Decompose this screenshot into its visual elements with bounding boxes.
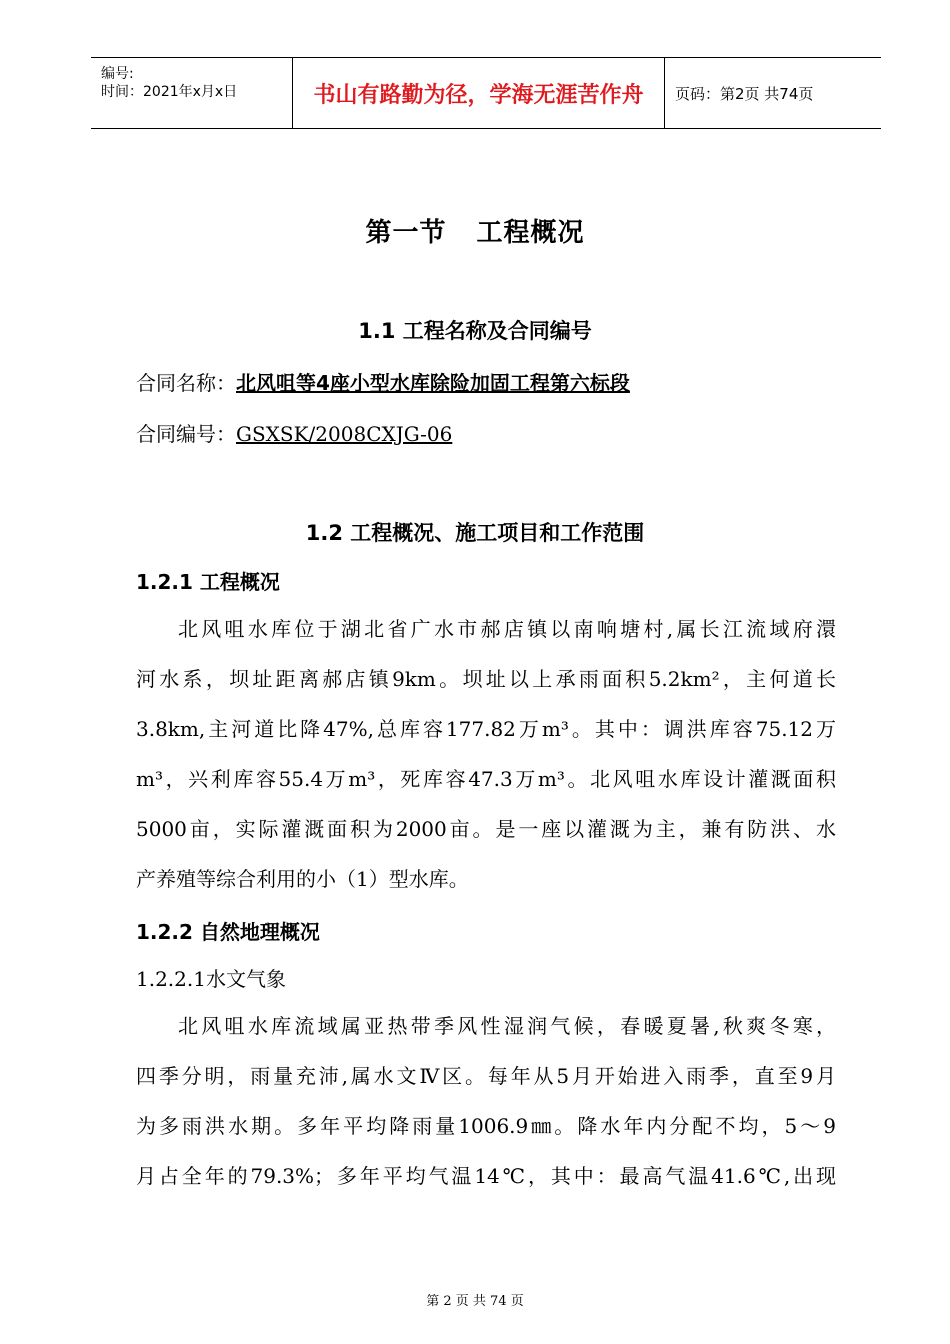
header-page-cell xyxy=(665,58,881,128)
paragraph-line: 5000亩，实际灌溉面积为2000亩。是一座以灌溉为主，兼有防洪、水 xyxy=(136,817,836,841)
paragraph-line: 月占全年的79.3%；多年平均气温14℃，其中：最高气温41.6℃,出现 xyxy=(136,1164,836,1188)
contract-no-label: 合同编号： xyxy=(136,422,236,446)
paragraph-line: 河水系，坝址距离郝店镇9km。坝址以上承雨面积5.2km²，主何道长 xyxy=(136,667,836,691)
paragraph-line: m³，兴利库容55.4万m³，死库容47.3万m³。北风咀水库设计灌溉面积 xyxy=(136,767,836,791)
paragraph-overview xyxy=(136,604,836,904)
motto-text: 书山有路勤为径，学海无涯苦作舟 xyxy=(313,82,644,108)
section-title-number: 第一节 xyxy=(365,218,447,248)
paragraph-line: 3.8km,主河道比降47%,总库容177.82万m³。其中：调洪库容75.12万 xyxy=(136,717,836,741)
page-label: 页码：第2页 共74页 xyxy=(675,84,814,103)
contract-no-line xyxy=(136,418,452,447)
section-title-text: 工程概况 xyxy=(476,218,585,248)
paragraph-line: 为多雨洪水期。多年平均降雨量1006.9㎜。降水年内分配不均，5～9 xyxy=(136,1114,836,1138)
header-motto-cell xyxy=(293,58,665,128)
number-label: 编号: xyxy=(101,66,134,82)
contract-no-value: GSXSK/2008CXJG-06 xyxy=(236,422,453,446)
header-meta-cell xyxy=(91,58,293,128)
paragraph-hydrology xyxy=(136,1001,836,1201)
heading-1-2: 1.2 工程概况、施工项目和工作范围 xyxy=(305,521,645,545)
contract-name-value: 北风咀等4座小型水库除险加固工程第六标段 xyxy=(236,371,630,395)
time-label: 时间：2021年x月x日 xyxy=(101,84,238,100)
page-footer: 第 2 页 共 74 页 xyxy=(426,1294,524,1309)
paragraph-line: 四季分明，雨量充沛,属水文Ⅳ区。每年从5月开始进入雨季，直至9月 xyxy=(136,1064,836,1088)
section-title xyxy=(0,212,950,249)
heading-1-2-1: 1.2.1 工程概况 xyxy=(136,570,280,594)
paragraph-line: 北风咀水库流域属亚热带季风性湿润气候，春暖夏暑,秋爽冬寒， xyxy=(178,1014,836,1038)
heading-1-2-2: 1.2.2 自然地理概况 xyxy=(136,920,320,944)
heading-1-1: 1.1 工程名称及合同编号 xyxy=(358,319,592,343)
heading-1-2-2-1: 1.2.2.1水文气象 xyxy=(136,967,286,991)
paragraph-line: 产养殖等综合利用的小（1）型水库。 xyxy=(136,867,469,891)
contract-name-label: 合同名称： xyxy=(136,371,236,395)
contract-name-line xyxy=(136,367,630,396)
page-header xyxy=(91,57,881,129)
paragraph-line: 北风咀水库位于湖北省广水市郝店镇以南响塘村,属长江流域府澴 xyxy=(178,617,836,641)
